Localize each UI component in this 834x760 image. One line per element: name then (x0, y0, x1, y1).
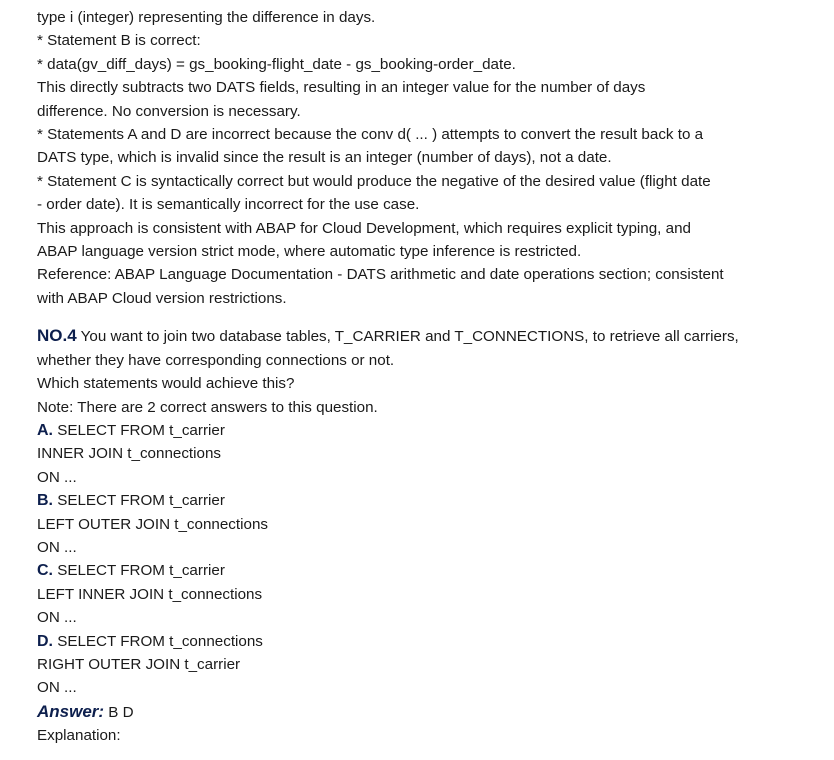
explanation-line: This approach is consistent with ABAP for Cloud Development, which requires explicit typing, and (37, 219, 691, 237)
option-c (37, 559, 804, 582)
explanation-line: ABAP language version strict mode, where automatic type inference is restricted. (37, 243, 582, 261)
answer-value: B D (104, 703, 134, 721)
question-note: Note: There are 2 correct answers to this question. (37, 398, 378, 416)
option-a (37, 419, 804, 442)
option-letter: A. (37, 421, 53, 439)
option-code: ON ... (37, 468, 77, 486)
option-d (37, 630, 804, 653)
option-code: SELECT FROM t_carrier (53, 421, 225, 439)
option-code: SELECT FROM t_connections (53, 632, 263, 650)
explanation-line: - order date). It is semantically incorrect for the use case. (37, 196, 420, 214)
explanation-heading: Explanation: (37, 727, 121, 745)
option-code: ON ... (37, 679, 77, 697)
option-code: ON ... (37, 538, 77, 556)
option-code: LEFT INNER JOIN t_connections (37, 585, 263, 603)
question-prompt: Which statements would achieve this? (37, 375, 295, 393)
question-text-continued: whether they have corresponding connections or not. (37, 351, 395, 369)
explanation-line: * Statement C is syntactically correct but would produce the negative of the desired value (flight date (37, 172, 711, 190)
answer-label: Answer: (37, 701, 105, 721)
explanation-line: DATS type, which is invalid since the result is an integer (number of days), not a date. (37, 149, 612, 167)
explanation-line: * data(gv_diff_days) = gs_booking-flight_date - gs_booking-order_date. (37, 55, 516, 73)
option-code: RIGHT OUTER JOIN t_carrier (37, 655, 241, 673)
explanation-line: difference. No conversion is necessary. (37, 102, 301, 120)
section-gap (37, 310, 804, 324)
answer-line (37, 700, 804, 724)
option-code: SELECT FROM t_carrier (53, 562, 225, 580)
option-letter: C. (37, 562, 53, 580)
option-code: LEFT OUTER JOIN t_connections (37, 515, 268, 533)
explanation-line: * Statements A and D are incorrect because the conv d( ... ) attempts to convert the result back to a (37, 126, 704, 144)
explanation-line: Reference: ABAP Language Documentation - DATS arithmetic and date operations section; consistent (37, 266, 724, 284)
question-number: NO.4 (37, 326, 77, 346)
question-header (37, 324, 804, 348)
explanation-line: This directly subtracts two DATS fields, resulting in an integer value for the number of days (37, 79, 646, 97)
explanation-line: with ABAP Cloud version restrictions. (37, 289, 287, 307)
question-text: You want to join two database tables, T_CARRIER and T_CONNECTIONS, to retrieve all carriers, (76, 328, 739, 346)
explanation-line: * Statement B is correct: (37, 32, 201, 50)
option-code: INNER JOIN t_connections (37, 445, 222, 463)
explanation-line: type i (integer) representing the difference in days. (37, 9, 376, 26)
option-code: ON ... (37, 609, 77, 627)
option-letter: B. (37, 492, 53, 510)
option-code: SELECT FROM t_carrier (53, 492, 225, 510)
option-b (37, 489, 804, 512)
option-letter: D. (37, 632, 53, 650)
